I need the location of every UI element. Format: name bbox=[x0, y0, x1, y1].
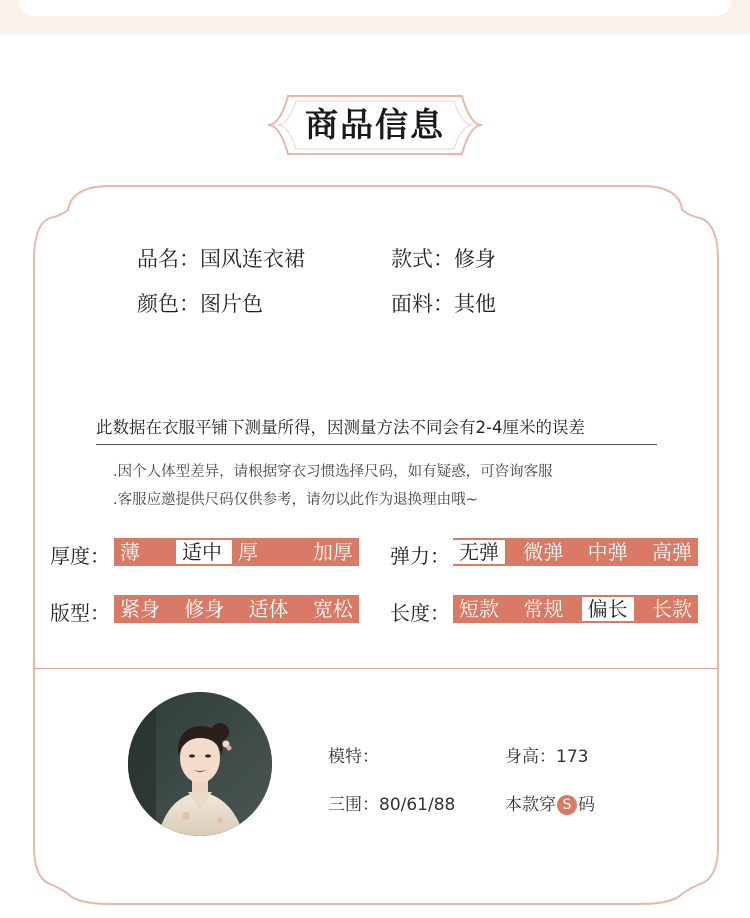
length-options bbox=[453, 595, 698, 623]
elasticity-options bbox=[453, 538, 698, 566]
product-name bbox=[137, 243, 305, 273]
elasticity-option-medium: 中弹 bbox=[587, 540, 628, 564]
product-style-value: 修身 bbox=[454, 247, 496, 271]
thickness-option-thin: 薄 bbox=[120, 540, 140, 564]
length-label: 长度： bbox=[390, 601, 450, 625]
thickness-option-extra-thick: 加厚 bbox=[313, 540, 353, 564]
product-name-label: 品名： bbox=[137, 247, 200, 271]
section-title: 商品信息 bbox=[305, 105, 445, 144]
size-worn-prefix: 本款穿 bbox=[505, 795, 556, 815]
model-photo bbox=[128, 692, 272, 836]
model-measurements: 三围：80/61/88 bbox=[328, 795, 456, 815]
product-color-label: 颜色： bbox=[137, 292, 200, 316]
product-style bbox=[391, 243, 496, 273]
product-color-value: 图片色 bbox=[200, 292, 263, 316]
model-size-worn bbox=[505, 790, 595, 815]
product-color bbox=[137, 288, 263, 318]
length-option-extra-long: 长款 bbox=[651, 597, 692, 621]
fit-option-regular: 适体 bbox=[248, 597, 289, 621]
fit-option-loose: 宽松 bbox=[312, 597, 353, 621]
size-badge: S bbox=[557, 795, 577, 815]
measurement-notice: 此数据在衣服平铺下测量所得，因测量方法不同会有2-4厘米的误差 bbox=[96, 418, 585, 437]
thickness-option-medium: 适中 bbox=[176, 540, 232, 564]
length-option-short: 短款 bbox=[459, 597, 499, 621]
product-fabric-label: 面料： bbox=[391, 292, 454, 316]
thickness-options bbox=[114, 538, 359, 566]
notice-underline bbox=[96, 444, 657, 445]
fit-option-slim: 修身 bbox=[184, 597, 225, 621]
product-fabric bbox=[391, 288, 496, 318]
product-fabric-value: 其他 bbox=[454, 292, 496, 316]
thickness-option-thick: 厚 bbox=[238, 540, 258, 564]
fit-options bbox=[114, 595, 359, 623]
length-option-regular: 常规 bbox=[523, 597, 564, 621]
note-body-type: .因个人体型差异，请根据穿衣习惯选择尺码，如有疑惑，可咨询客服 bbox=[113, 464, 553, 480]
elasticity-label: 弹力： bbox=[390, 544, 450, 568]
fit-label: 版型： bbox=[50, 601, 110, 625]
model-name: 模特： bbox=[328, 747, 379, 767]
note-reference-only: .客服应邀提供尺码仅供参考，请勿以此作为退换理由哦~ bbox=[113, 492, 478, 508]
elasticity-option-slight: 微弹 bbox=[523, 540, 564, 564]
elasticity-option-high: 高弹 bbox=[651, 540, 692, 564]
length-option-long: 偏长 bbox=[582, 597, 634, 621]
product-name-value: 国风连衣裙 bbox=[200, 247, 305, 271]
size-worn-suffix: 码 bbox=[578, 795, 595, 815]
section-divider bbox=[34, 668, 718, 669]
model-height: 身高：173 bbox=[505, 747, 589, 767]
product-style-label: 款式： bbox=[391, 247, 454, 271]
elasticity-option-none: 无弹 bbox=[453, 540, 505, 564]
fit-option-tight: 紧身 bbox=[120, 597, 160, 621]
thickness-label: 厚度： bbox=[50, 544, 110, 568]
